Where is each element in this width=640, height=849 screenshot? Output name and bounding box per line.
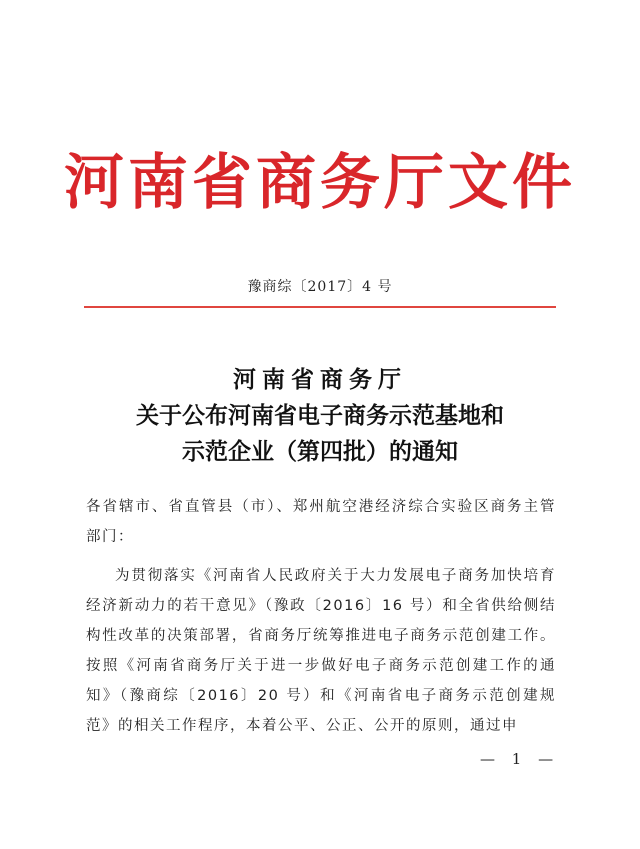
title-line-issuer: 河南省商务厅 <box>233 366 407 393</box>
addressee-line: 各省辖市、省直管县（市）、郑州航空港经济综合实验区商务主管部门： <box>86 499 556 545</box>
red-divider-line <box>84 306 556 308</box>
title-line-2: 关于公布河南省电子商务示范基地和 <box>136 402 504 429</box>
title-line-3: 示范企业（第四批）的通知 <box>182 438 458 465</box>
document-number: 豫商综〔2017〕4 号 <box>247 279 393 295</box>
document-title <box>0 362 640 470</box>
document-body <box>86 492 556 741</box>
document-masthead: 河南省商务厅文件 <box>64 148 576 218</box>
body-paragraph: 为贯彻落实《河南省人民政府关于大力发展电子商务加快培育经济新动力的若干意见》（豫政〔2016〕16 号）和全省供给侧结构性改革的决策部署，省商务厅统筹推进电子商务示范创建工作。按照《河南省商务厅关于进一步做好电子商务示范创建工作的通知》（豫商综〔2016〕20 号）和《河南省电子商务示范创建规范》的相关工作程序，本着公平、公正、公开的原则，通过申 <box>86 568 556 734</box>
page-number: — 1 — <box>480 750 560 768</box>
